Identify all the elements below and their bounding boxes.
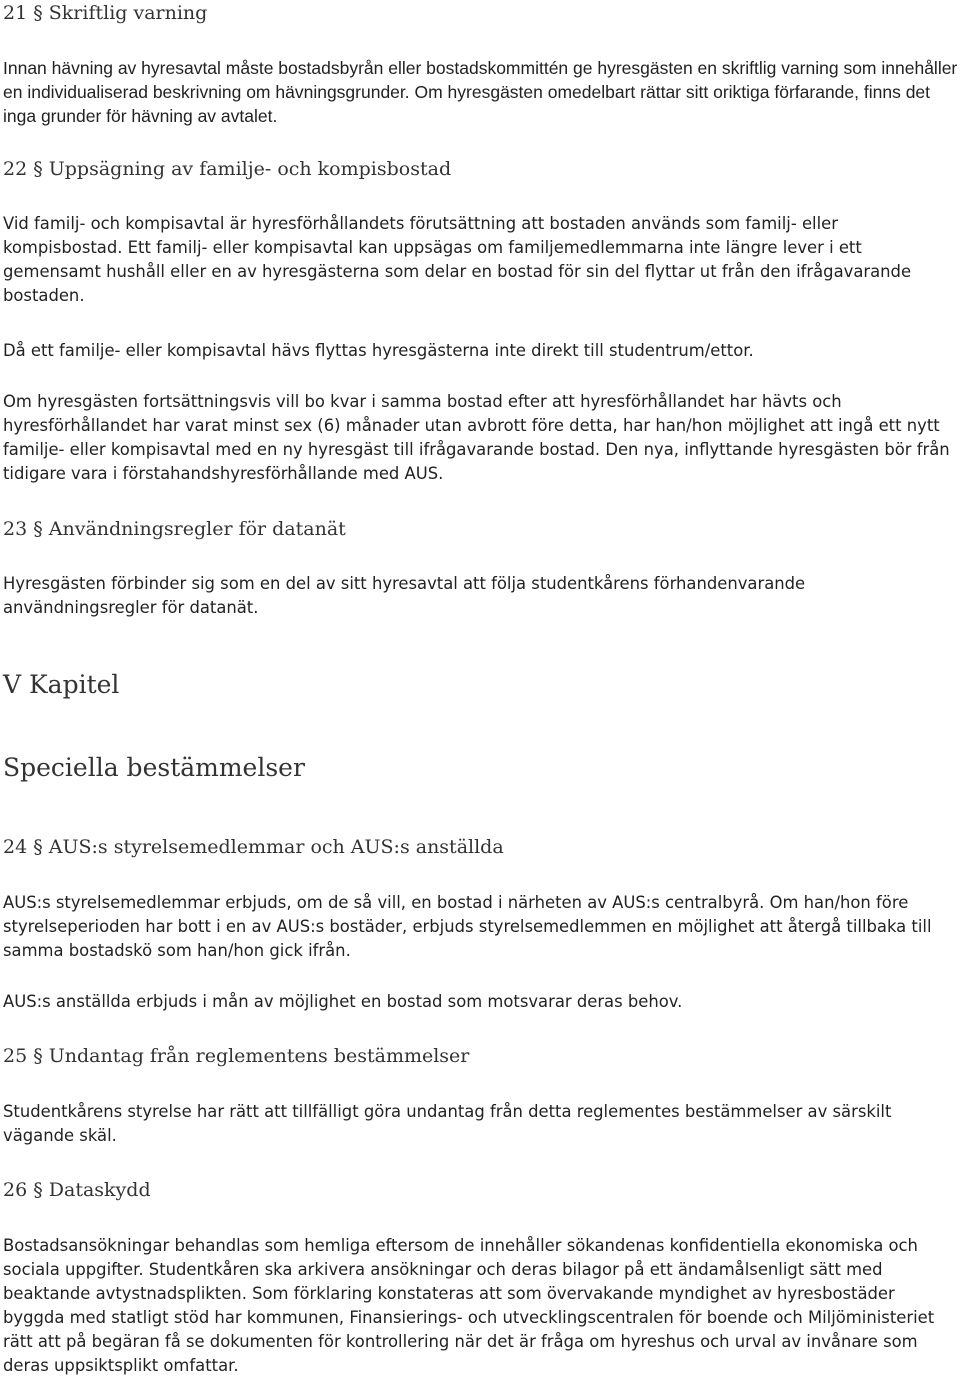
chapter-subtitle: Speciella bestämmelser <box>3 753 305 782</box>
section-22-paragraph-3: Om hyresgästen fortsättningsvis vill bo kvar i samma bostad efter att hyresförhållandet har hävts och hyresförhållandet har varat minst sex (6) månader utan avbrott före detta, har han/hon möjlighet att ingå ett nytt familje- eller kompisavtal med en ny hyresgäst till ifrågavarande bostad. Den nya, inflyttande hyresgästen bör från tidigare vara i förstahandshyresförhållande med AUS. <box>3 392 950 483</box>
section-26-heading: 26 § Dataskydd <box>3 1179 151 1201</box>
section-25-heading: 25 § Undantag från reglementens bestämmelser <box>3 1045 470 1067</box>
chapter-title: V Kapitel <box>3 670 120 699</box>
section-22-paragraph-2: Då ett familje- eller kompisavtal hävs flyttas hyresgästerna inte direkt till studentrum/ettor. <box>3 341 754 360</box>
section-21-heading: 21 § Skriftlig varning <box>3 2 208 24</box>
section-22-heading: 22 § Uppsägning av familje- och kompisbostad <box>3 158 452 180</box>
section-24-heading: 24 § AUS:s styrelsemedlemmar och AUS:s anställda <box>3 836 504 858</box>
section-26-text: Bostadsansökningar behandlas som hemliga eftersom de innehåller sökandenas konfidentiella ekonomiska och sociala uppgifter. Studentkåren ska arkivera ansökningar och deras bilagor på ett ändamålsenligt sätt med beaktande avtystnadsplikten. Som förklaring konstateras att som övervakande myndighet av hyresbostäder byggda med statligt stöd har kommunen, Finansierings- och utvecklingscentralen för boende och Miljöministeriet rätt att på begäran få se dokumenten för kontrollering när det är fråga om hyreshus och urval av invånare som deras uppsiktsplikt omfattar. <box>3 1236 935 1375</box>
section-23-text: Hyresgästen förbinder sig som en del av sitt hyresavtal att följa studentkårens förhandenvarande användningsregler för datanät. <box>3 574 806 617</box>
section-21-text: Innan hävning av hyresavtal måste bostadsbyrån eller bostadskommittén ge hyresgästen en skriftlig varning som innehåller en individualiserad beskrivning om hävningsgrunder. Om hyresgästen omedelbart rättar sitt oriktiga förfarande, finns det inga grunder för hävning av avtalet. <box>3 58 958 126</box>
section-22-paragraph-1: Vid familj- och kompisavtal är hyresförhållandets förutsättning att bostaden används som familj- eller kompisbostad. Ett familj- eller kompisavtal kan uppsägas om familjemedlemmarna inte längre lever i ett gemensamt hushåll eller en av hyresgästerna som delar en bostad för sin del flyttar ut från den ifrågavarande bostaden. <box>3 214 912 305</box>
section-24-paragraph-2: AUS:s anställda erbjuds i mån av möjlighet en bostad som motsvarar deras behov. <box>3 992 683 1011</box>
section-25-text: Studentkårens styrelse har rätt att tillfälligt göra undantag från detta reglementes bestämmelser av särskilt vägande skäl. <box>3 1102 892 1145</box>
section-23-heading: 23 § Användningsregler för datanät <box>3 518 346 540</box>
section-24-paragraph-1: AUS:s styrelsemedlemmar erbjuds, om de så vill, en bostad i närheten av AUS:s centralbyrå. Om han/hon före styrelseperioden har bott i en av AUS:s bostäder, erbjuds styrelsemedlemmen en möjlighet att återgå tillbaka till samma bostadskö som han/hon gick ifrån. <box>3 893 932 960</box>
